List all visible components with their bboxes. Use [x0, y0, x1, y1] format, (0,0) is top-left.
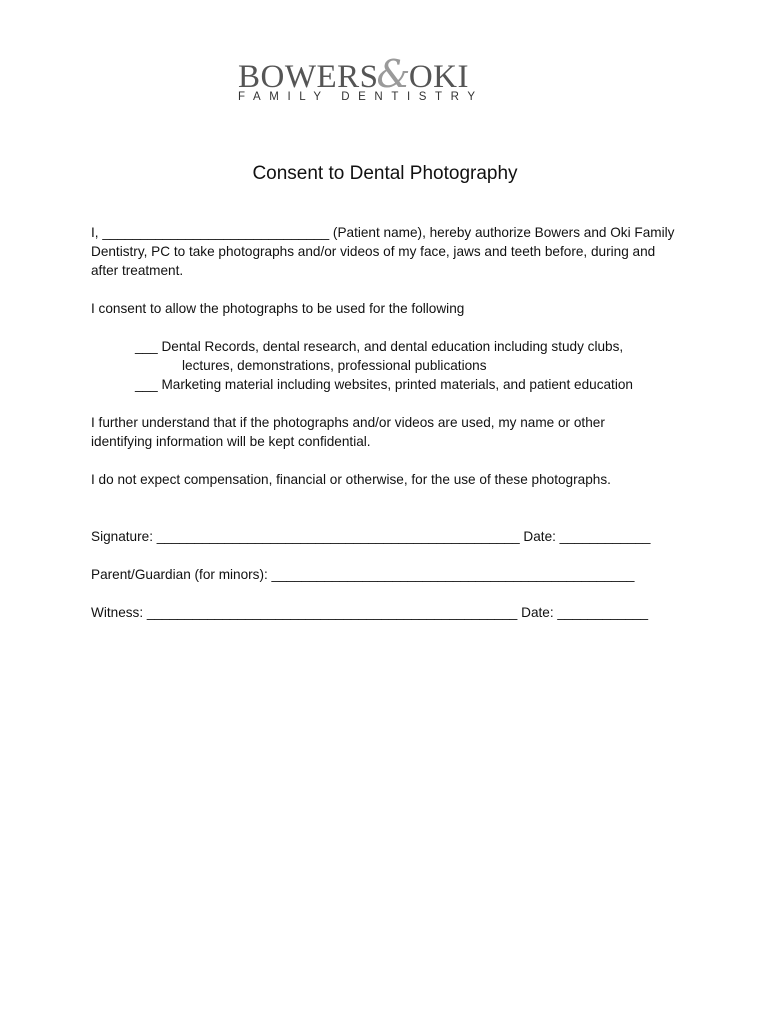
confidentiality-line-1: I further understand that if the photographs and/or videos are used, my name or other	[91, 415, 605, 430]
logo-oki: OKI	[408, 59, 469, 95]
compensation-statement: I do not expect compensation, financial or otherwise, for the use of these photographs.	[91, 472, 611, 487]
option-marketing-material: ___ Marketing material including websites, printed materials, and patient education	[135, 377, 633, 392]
confidentiality-line-2: identifying information will be kept confidential.	[91, 434, 371, 449]
logo-bowers: BOWERS	[238, 59, 379, 95]
logo-tagline: FAMILY DENTISTRY	[238, 91, 484, 103]
parent-guardian-line: Parent/Guardian (for minors): ________________________________________________	[91, 567, 635, 582]
authorization-paragraph	[91, 223, 691, 280]
authorization-line-3: after treatment.	[91, 263, 184, 278]
option-dental-records-continued: lectures, demonstrations, professional publications	[182, 358, 487, 373]
signature-line: Signature: ________________________________________________ Date: ____________	[91, 529, 651, 544]
logo-wordmark	[238, 52, 530, 96]
bowers-oki-logo	[238, 52, 530, 106]
authorization-line-1: I, ______________________________ (Patient name), hereby authorize Bowers and Oki Family	[91, 225, 675, 240]
logo-ampersand: &	[376, 52, 411, 96]
confidentiality-paragraph	[91, 413, 691, 451]
authorization-line-2: Dentistry, PC to take photographs and/or videos of my face, jaws and teeth before, during and	[91, 244, 656, 259]
consent-intro: I consent to allow the photographs to be used for the following	[91, 301, 465, 316]
option-dental-records: ___ Dental Records, dental research, and dental education including study clubs,	[135, 339, 624, 354]
witness-line: Witness: _________________________________________________ Date: ____________	[91, 605, 649, 620]
document-title: Consent to Dental Photography	[252, 163, 518, 184]
